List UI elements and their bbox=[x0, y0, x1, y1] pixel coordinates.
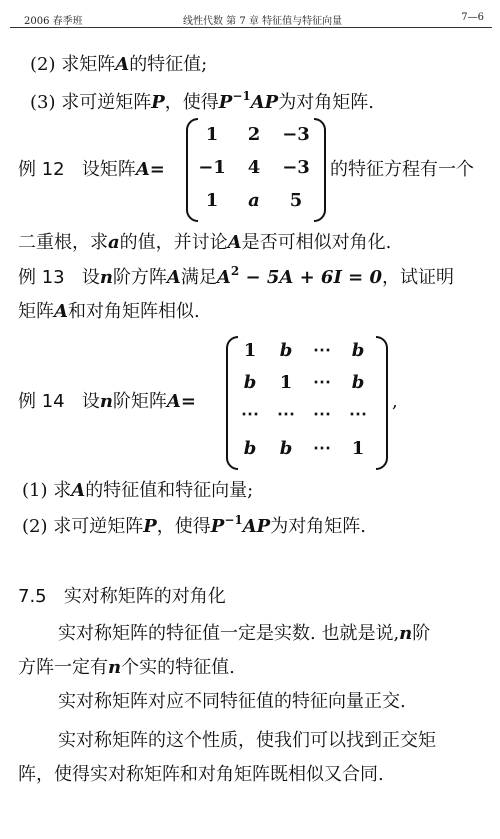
text: 方阵一定有 bbox=[18, 657, 108, 678]
paragraph-3-line-1 bbox=[58, 729, 436, 753]
header-center: 线性代数 第 7 章 特征值与特征向量 bbox=[183, 16, 343, 27]
text: 的值，并讨论 bbox=[119, 232, 228, 253]
example-14-q1-line bbox=[22, 479, 253, 503]
math-n: n bbox=[108, 657, 122, 678]
text: 设 bbox=[81, 391, 100, 412]
paragraph-2 bbox=[58, 690, 406, 714]
matrix-cell: b bbox=[279, 340, 293, 361]
matrix-cell: 1 bbox=[351, 438, 365, 459]
text: 实对称矩阵的这个性质，使我们可以找到正交矩 bbox=[58, 730, 436, 751]
matrix-cell: 5 bbox=[289, 190, 303, 211]
paragraph-1-line-1 bbox=[58, 622, 430, 646]
math-P: P bbox=[151, 92, 165, 113]
matrix-cell: −1 bbox=[198, 157, 226, 178]
text: 实对称矩阵对应不同特征值的特征向量正交. bbox=[58, 691, 406, 712]
matrix-cell: ⋯ bbox=[313, 404, 331, 425]
header-page-number: 7—6 bbox=[461, 12, 484, 23]
superscript: −1 bbox=[224, 513, 243, 527]
section-title: 实对称矩阵的对角化 bbox=[63, 586, 226, 607]
question-2-line bbox=[30, 53, 207, 77]
matrix-cell: ⋯ bbox=[313, 438, 331, 459]
text: 阶 bbox=[412, 623, 431, 644]
text: , bbox=[392, 391, 398, 412]
matrix-cell: b bbox=[243, 438, 257, 459]
example-14-q2-line bbox=[22, 515, 366, 540]
matrix-cell: b bbox=[243, 372, 257, 393]
text: 矩阵 bbox=[18, 301, 54, 322]
math-AP: AP bbox=[242, 516, 271, 537]
text: 阶矩阵 bbox=[112, 391, 167, 412]
matrix-cell: ⋯ bbox=[313, 340, 331, 361]
text: 设矩阵 bbox=[81, 159, 136, 180]
text: (2) 求可逆矩阵 bbox=[22, 516, 144, 537]
matrix-cell: ⋯ bbox=[349, 404, 367, 425]
example-12-tail bbox=[330, 158, 474, 182]
math-AP: AP bbox=[250, 92, 279, 113]
math-A: A bbox=[115, 54, 130, 75]
text: ，试证明 bbox=[382, 267, 455, 288]
paragraph-1-line-2 bbox=[18, 656, 235, 680]
matrix-cell: 1 bbox=[205, 190, 219, 211]
text: 为对角矩阵. bbox=[278, 92, 374, 113]
matrix-12 bbox=[186, 118, 326, 220]
text: 个实的特征值. bbox=[121, 657, 235, 678]
section-number: 7.5 bbox=[18, 586, 47, 607]
text: 的特征值和特征向量; bbox=[85, 480, 254, 501]
math-P: P bbox=[143, 516, 157, 537]
math-A: A bbox=[54, 301, 68, 322]
math-P: P bbox=[218, 92, 233, 113]
text: 阵，使得实对称矩阵和对角矩阵既相似又合同. bbox=[18, 764, 384, 785]
question-3-line bbox=[30, 91, 374, 116]
text: ，使得 bbox=[156, 516, 211, 537]
matrix-14 bbox=[226, 336, 388, 468]
header-divider bbox=[10, 27, 492, 28]
matrix-cell: 1 bbox=[205, 124, 219, 145]
example-label: 例 14 bbox=[18, 391, 65, 412]
section-heading bbox=[18, 585, 226, 609]
right-paren bbox=[376, 336, 388, 470]
example-label: 例 13 bbox=[18, 267, 65, 288]
math-n: n bbox=[99, 391, 113, 412]
matrix-cell: 4 bbox=[247, 157, 261, 178]
text: 阶方阵 bbox=[112, 267, 167, 288]
text: 是否可相似对角化. bbox=[241, 232, 392, 253]
matrix-cell: −3 bbox=[282, 157, 310, 178]
text: 和对角矩阵相似. bbox=[67, 301, 200, 322]
matrix-cell: −3 bbox=[282, 124, 310, 145]
example-12-line bbox=[18, 158, 165, 182]
example-12-cont-line bbox=[18, 231, 391, 255]
matrix-cell: ⋯ bbox=[241, 404, 259, 425]
equals-sign: = bbox=[180, 391, 196, 412]
matrix-cell: b bbox=[351, 340, 365, 361]
text: (1) 求 bbox=[22, 480, 72, 501]
text: 设 bbox=[81, 267, 100, 288]
equals-sign: = bbox=[149, 159, 165, 180]
math-A: A bbox=[216, 267, 231, 288]
math-P: P bbox=[210, 516, 225, 537]
math-A: A bbox=[135, 159, 150, 180]
matrix-cell: a bbox=[248, 190, 260, 211]
math-n: n bbox=[99, 267, 113, 288]
matrix-cell: ⋯ bbox=[313, 372, 331, 393]
text: 实对称矩阵的特征值一定是实数. 也就是说, bbox=[58, 623, 400, 644]
math-A: A bbox=[166, 391, 181, 412]
matrix-cell: b bbox=[351, 372, 365, 393]
example-14-line bbox=[18, 390, 196, 414]
matrix-cell: 2 bbox=[247, 124, 261, 145]
math-equation: − 5A + 6I = 0 bbox=[239, 267, 383, 288]
example-13-cont-line bbox=[18, 300, 200, 324]
matrix-cell: 1 bbox=[279, 372, 293, 393]
matrix-cell: ⋯ bbox=[277, 404, 295, 425]
superscript: −1 bbox=[232, 89, 251, 103]
example-label: 例 12 bbox=[18, 159, 65, 180]
page-header bbox=[8, 4, 492, 26]
example-13-line bbox=[18, 266, 454, 291]
text: 的特征方程有一个 bbox=[330, 159, 474, 180]
example-14-comma bbox=[392, 390, 398, 414]
math-n: n bbox=[399, 623, 413, 644]
text: ，使得 bbox=[164, 92, 219, 113]
text: 为对角矩阵. bbox=[270, 516, 366, 537]
text: 二重根，求 bbox=[18, 232, 108, 253]
math-A: A bbox=[71, 480, 86, 501]
text: 满足 bbox=[180, 267, 217, 288]
math-A: A bbox=[227, 232, 242, 253]
superscript: 2 bbox=[230, 264, 240, 278]
text: 的特征值; bbox=[129, 54, 208, 75]
header-left: 2006 春季班 bbox=[24, 16, 83, 27]
matrix-cell: b bbox=[279, 438, 293, 459]
matrix-cell: 1 bbox=[243, 340, 257, 361]
text: (3) 求可逆矩阵 bbox=[30, 92, 152, 113]
math-A: A bbox=[166, 267, 181, 288]
text: (2) 求矩阵 bbox=[30, 54, 116, 75]
paragraph-3-line-2 bbox=[18, 763, 384, 787]
math-a: a bbox=[108, 232, 120, 253]
